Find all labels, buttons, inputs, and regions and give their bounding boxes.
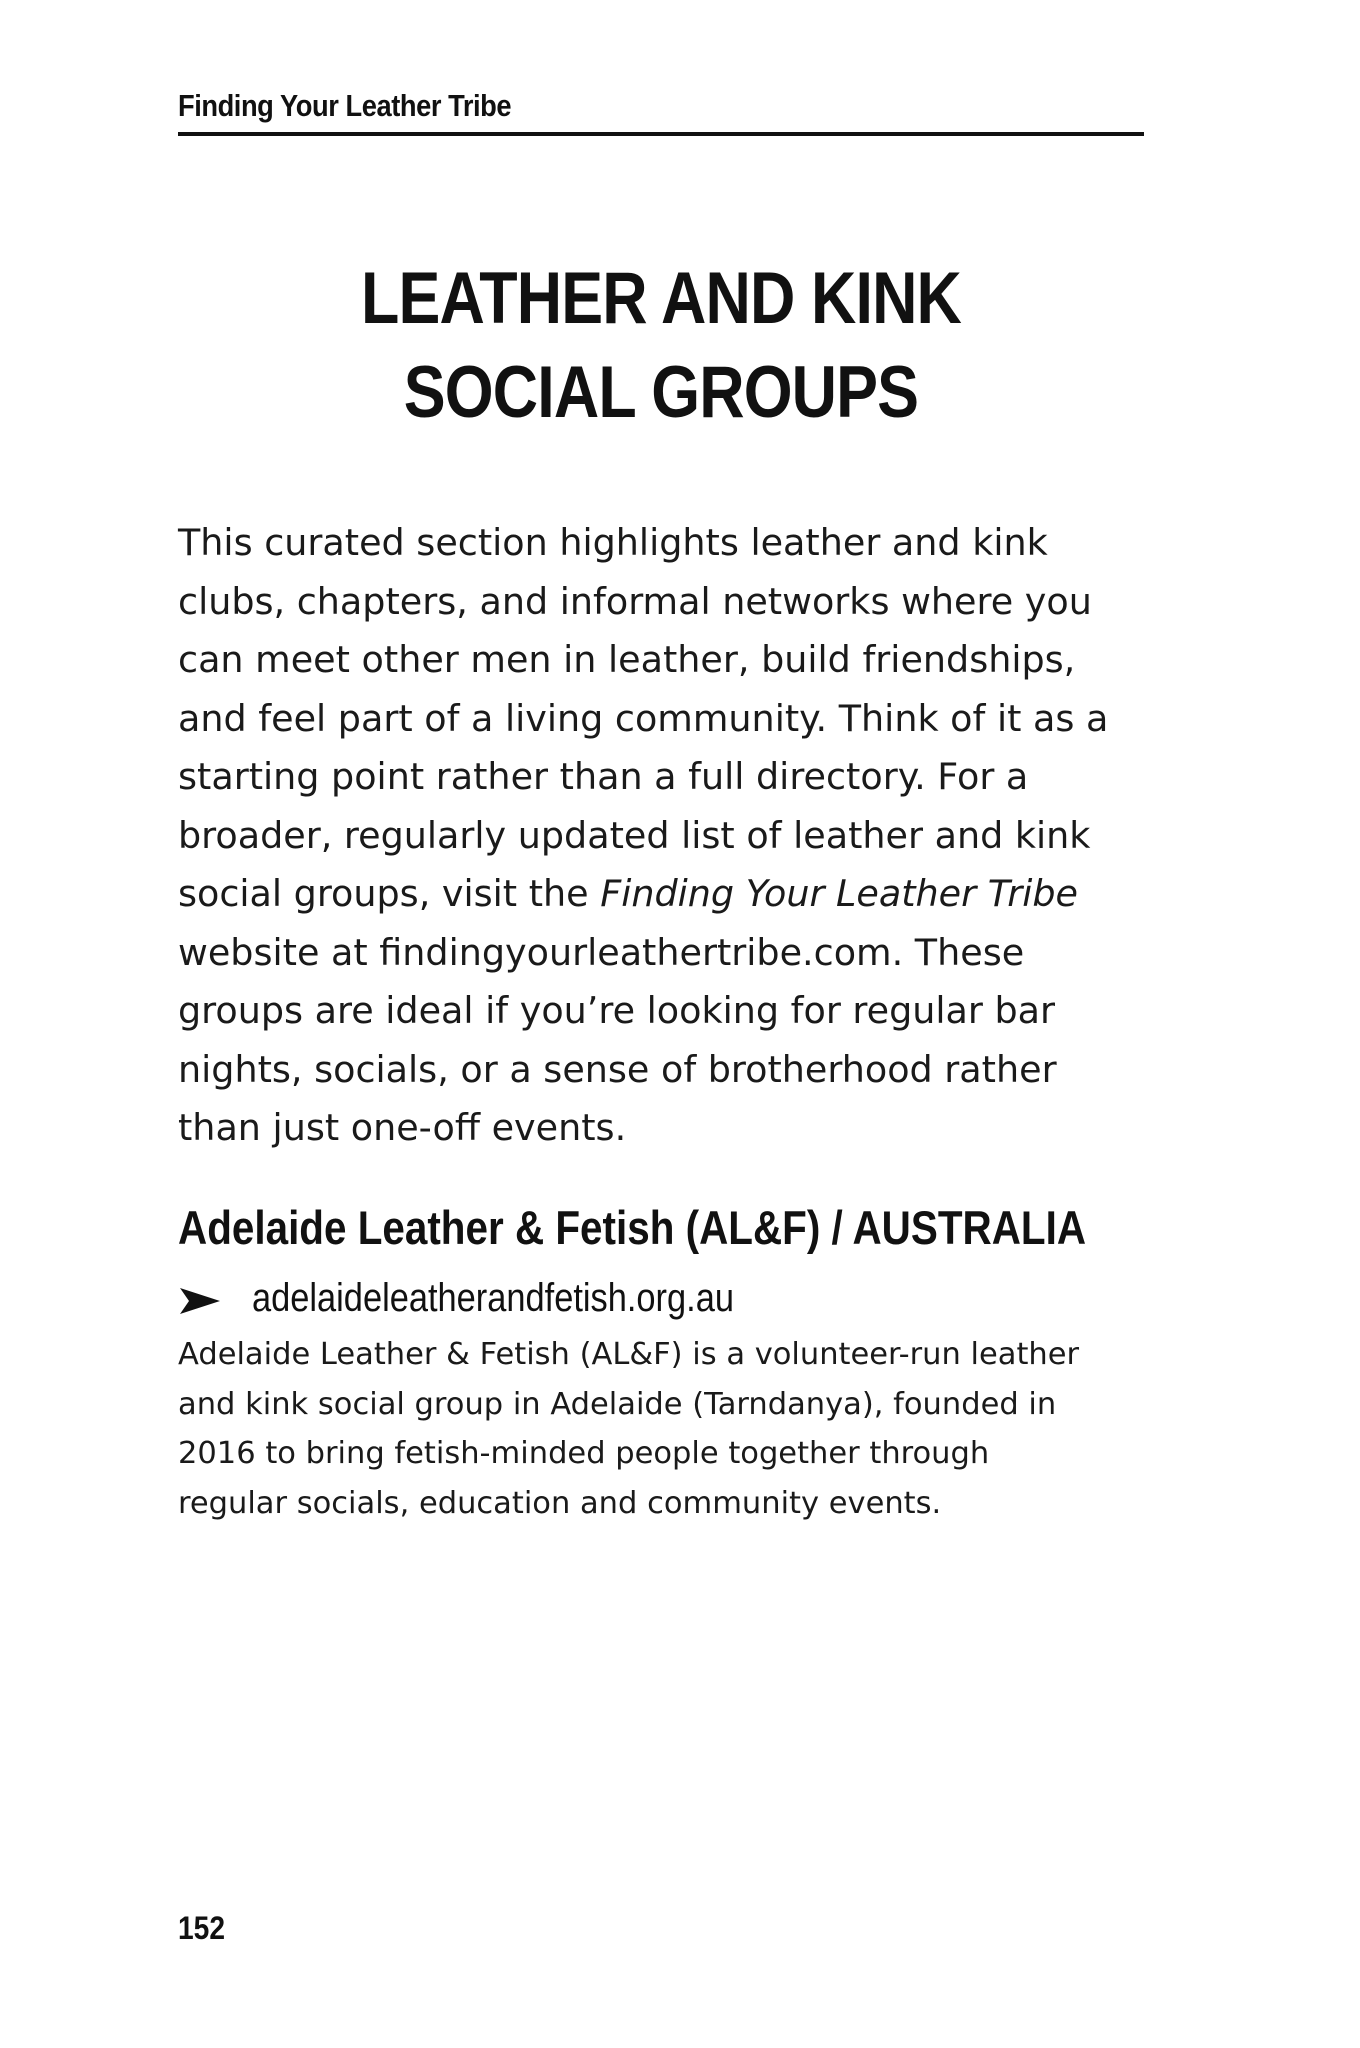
description-line: Adelaide Leather & Fetish (AL&F) is a volunteer-run leather [178,1337,1080,1372]
chapter-title-line-2: SOCIAL GROUPS [403,352,919,433]
group-entry-description [178,1330,1158,1528]
arrowhead-right-icon [180,1286,220,1316]
intro-text: social groups, visit the [178,872,601,915]
intro-line: This curated section highlights leather and kink [178,521,1048,564]
description-line: regular socials, education and community events. [178,1485,942,1521]
running-header [178,84,1144,136]
intro-line: nights, socials, or a sense of brotherhood rather [178,1047,1057,1091]
description-line: and kink social group in Adelaide (Tarndanya), founded in [178,1386,1057,1422]
group-website-link[interactable]: adelaideleatherandfetish.org.au [252,1276,734,1320]
group-entry-heading: Adelaide Leather & Fetish (AL&F) / AUSTRALIA [178,1201,1087,1254]
intro-line: can meet other men in leather, build friendships, [178,638,1076,681]
intro-line: groups are ideal if you’re looking for regular bar [178,989,1056,1032]
intro-paragraph [178,514,1158,1158]
page-number: 152 [178,1910,225,1946]
intro-line [178,865,1158,924]
running-header-title: Finding Your Leather Tribe [178,88,512,123]
intro-line: and feel part of a living community. Think of it as a [178,696,1109,740]
description-line: 2016 to bring fetish-minded people together through [178,1436,990,1471]
chapter-title-line-1: LEATHER AND KINK [360,258,962,339]
intro-line: broader, regularly updated list of leather and kink [178,813,1091,857]
intro-line: than just one-off events. [178,1106,627,1149]
book-title-italic: Finding Your Leather Tribe [600,872,1078,915]
intro-line: website at findingyourleathertribe.com. These [178,930,1025,974]
intro-line: clubs, chapters, and informal networks where you [178,579,1092,623]
chapter-title [246,252,1077,440]
intro-line: starting point rather than a full directory. For a [178,755,1029,798]
